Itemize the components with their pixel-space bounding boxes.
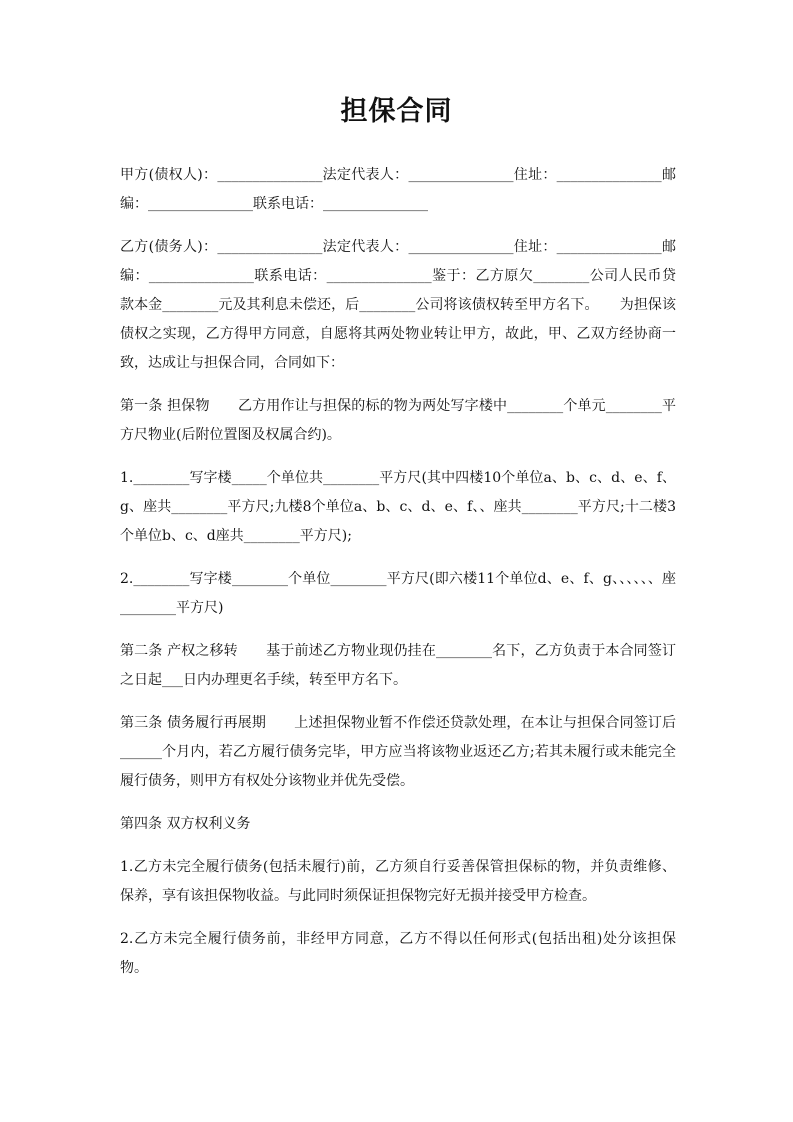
article-1-item-1: 1.________写字楼_____个单位共________平方尺(其中四楼10个单位a、b、c、d、e、f、g、座共________平方尺;九楼8个单位a、b、c、d、e、f、、座共________平方尺;十二楼3个单位b、c、d座共________平方尺); bbox=[120, 470, 676, 544]
article-4-item-1: 1.乙方未完全履行债务(包括未履行)前，乙方须自行妥善保管担保标的物，并负责维修、保养，享有该担保物收益。与此同时须保证担保物完好无损并接受甲方检查。 bbox=[120, 859, 676, 904]
article-4-item-2: 2.乙方未完全履行债务前，非经甲方同意，乙方不得以任何形式(包括出租)处分该担保物。 bbox=[120, 931, 676, 976]
article-1-item-2: 2.________写字楼________个单位________平方尺(即六楼11个单位d、e、f、g、、、、、、座________平方尺) bbox=[120, 571, 676, 616]
party-a-info: 甲方(债权人)：_______________法定代表人：_______________住址：_______________邮编：_______________联系电话：_______________ bbox=[120, 167, 676, 212]
article-2-title-transfer: 第二条 产权之移转 基于前述乙方物业现仍挂在________名下，乙方负责于本合同签订之日起___日内办理更名手续，转至甲方名下。 bbox=[120, 643, 676, 688]
article-4-heading: 第四条 双方权利义务 bbox=[120, 816, 251, 832]
document-title: 担保合同 bbox=[340, 96, 453, 127]
document-body bbox=[120, 161, 676, 983]
party-b-info-and-recitals: 乙方(债务人)：_______________法定代表人：_______________住址：_______________邮编：_______________联系电话：_______________鉴于：乙方原欠________公司人民币贷款本金________元及其利息未偿还，后________公司将该债权转至甲方名下。 为担保该债权之实现，乙方得甲方同意，自愿将其两处物业转让甲方，故此，甲、乙双方经协商一致，达成让与担保合同，合同如下： bbox=[120, 239, 676, 371]
article-3-debt-extension: 第三条 债务履行再展期 上述担保物业暂不作偿还贷款处理，在本让与担保合同签订后______个月内，若乙方履行债务完毕，甲方应当将该物业返还乙方;若其未履行或未能完全履行债务，则甲方有权处分该物业并优先受偿。 bbox=[120, 715, 676, 789]
article-1-collateral: 第一条 担保物 乙方用作让与担保的标的物为两处写字楼中________个单元________平方尺物业(后附位置图及权属合约)。 bbox=[120, 398, 676, 443]
